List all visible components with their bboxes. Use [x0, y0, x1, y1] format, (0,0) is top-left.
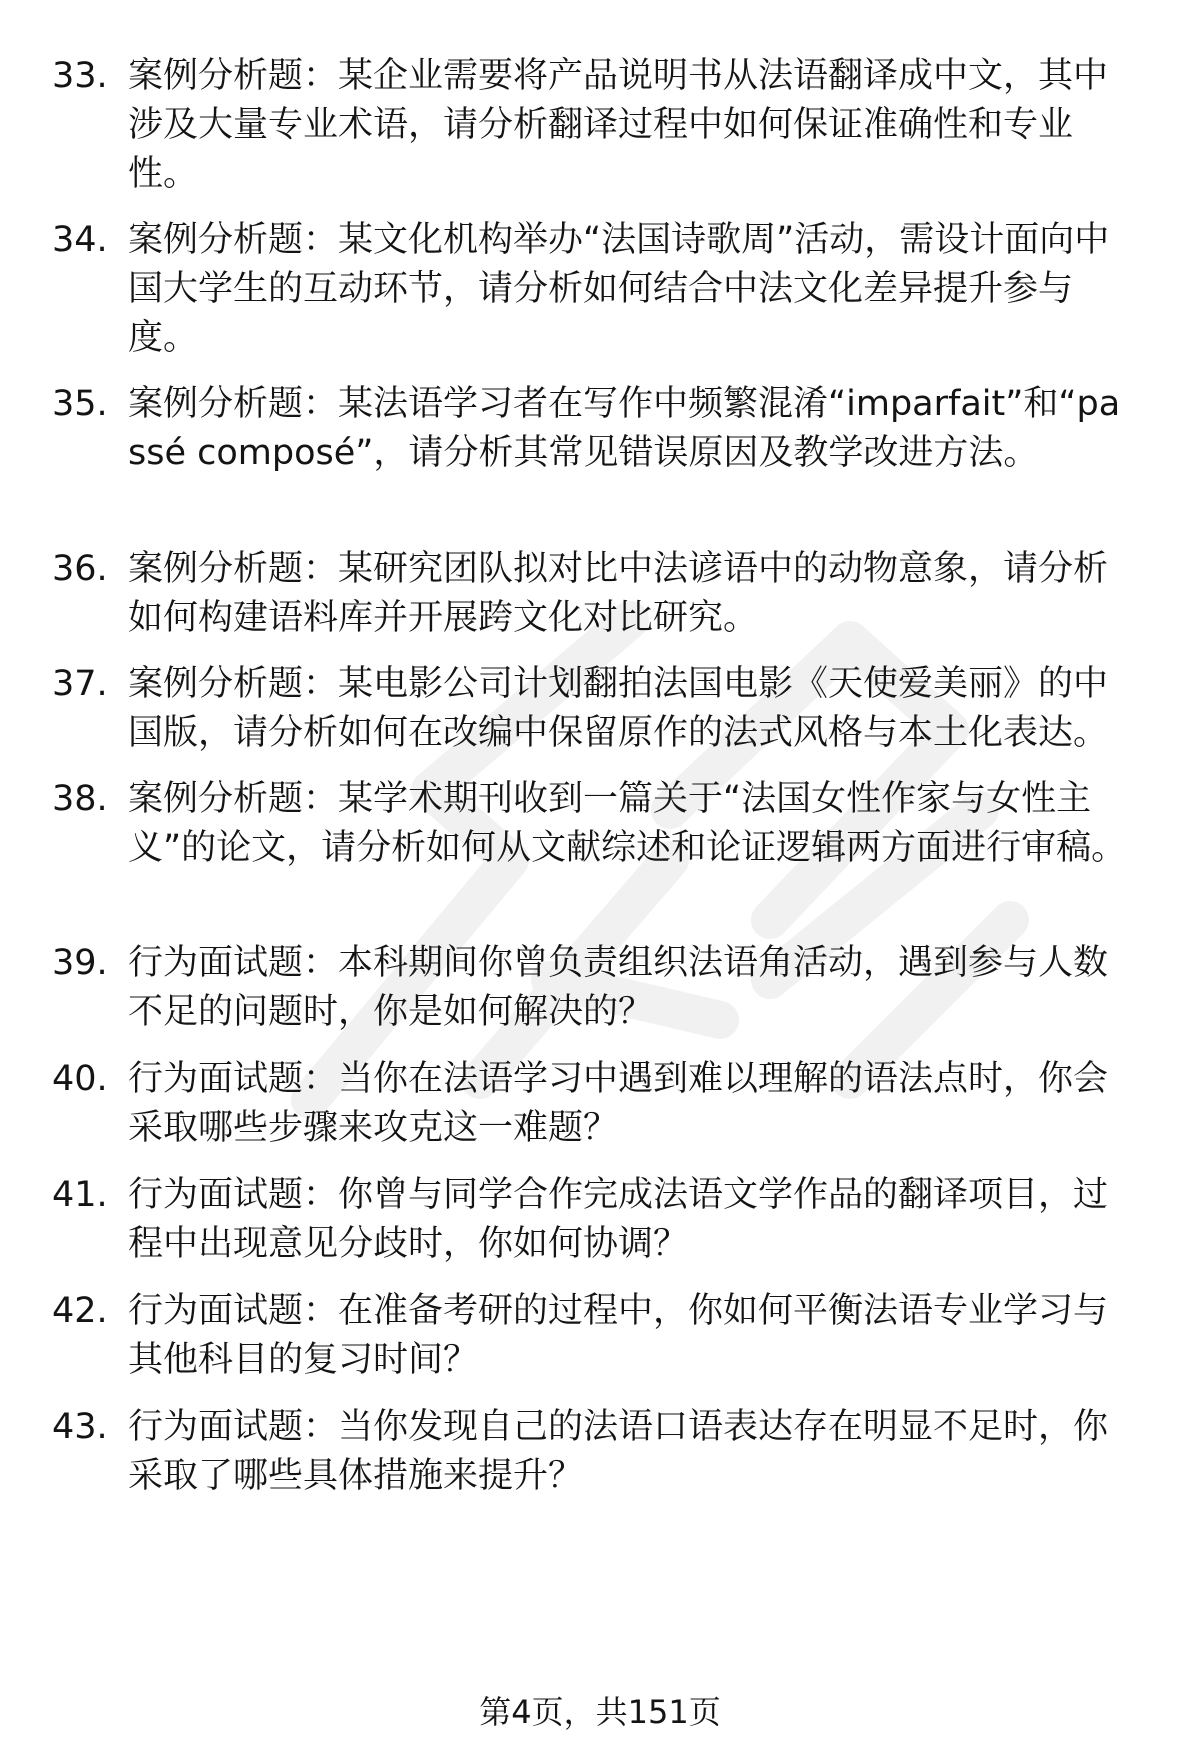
page-number: 第4页，共151页 — [479, 1693, 721, 1731]
question-number: 33. — [52, 56, 108, 96]
question-item — [0, 1055, 1200, 1153]
question-item — [0, 545, 1200, 643]
question-text: 行为面试题：当你在法语学习中遇到难以理解的语法点时，你会采取哪些步骤来攻克这一难题？ — [128, 1059, 1109, 1148]
question-number: 35. — [52, 384, 108, 424]
question-text: 行为面试题：你曾与同学合作完成法语文学作品的翻译项目，过程中出现意见分歧时，你如何协调？ — [128, 1175, 1109, 1264]
question-text: 案例分析题：某文化机构举办“法国诗歌周”活动，需设计面向中国大学生的互动环节，请分析如何结合中法文化差异提升参与度。 — [128, 220, 1110, 358]
question-text: 行为面试题：在准备考研的过程中，你如何平衡法语专业学习与其他科目的复习时间？ — [128, 1291, 1109, 1380]
question-number: 38. — [52, 779, 108, 819]
question-text: 案例分析题：某研究团队拟对比中法谚语中的动物意象，请分析如何构建语料库并开展跨文化对比研究。 — [128, 549, 1109, 638]
question-number: 40. — [52, 1059, 108, 1099]
question-text: 案例分析题：某电影公司计划翻拍法国电影《天使爱美丽》的中国版，请分析如何在改编中保留原作的法式风格与本土化表达。 — [128, 664, 1109, 753]
question-item — [0, 1403, 1200, 1501]
question-item — [0, 660, 1200, 758]
question-text: 案例分析题：某企业需要将产品说明书从法语翻译成中文，其中涉及大量专业术语，请分析翻译过程中如何保证准确性和专业性。 — [128, 56, 1109, 194]
question-item — [0, 1171, 1200, 1269]
question-number: 39. — [52, 943, 108, 983]
question-item — [0, 380, 1200, 478]
question-item — [0, 52, 1200, 199]
question-text: 行为面试题：本科期间你曾负责组织法语角活动，遇到参与人数不足的问题时，你是如何解决的？ — [128, 943, 1109, 1032]
question-number: 37. — [52, 664, 108, 704]
question-text: 案例分析题：某法语学习者在写作中频繁混淆“imparfait”和“passé composé”，请分析其常见错误原因及教学改进方法。 — [128, 384, 1121, 473]
question-item — [0, 216, 1200, 363]
question-number: 34. — [52, 220, 108, 260]
question-item — [0, 775, 1200, 873]
question-text: 案例分析题：某学术期刊收到一篇关于“法国女性作家与女性主义”的论文，请分析如何从文献综述和论证逻辑两方面进行审稿。 — [128, 779, 1127, 868]
question-number: 36. — [52, 549, 108, 589]
question-number: 41. — [52, 1175, 108, 1215]
question-item — [0, 939, 1200, 1037]
question-number: 42. — [52, 1291, 108, 1331]
question-text: 行为面试题：当你发现自己的法语口语表达存在明显不足时，你采取了哪些具体措施来提升？ — [128, 1407, 1109, 1496]
question-number: 43. — [52, 1407, 108, 1447]
question-item — [0, 1287, 1200, 1385]
